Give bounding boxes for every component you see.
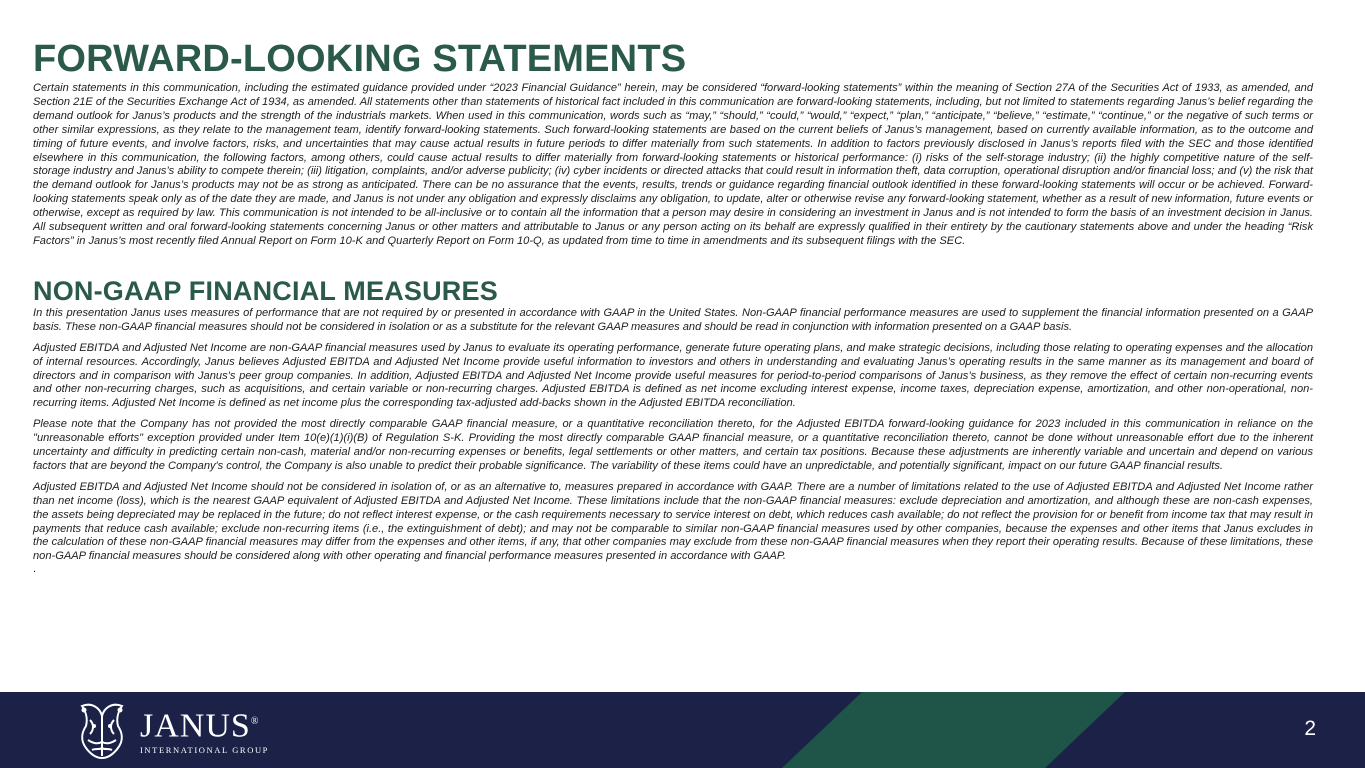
non-gaap-paragraph-intro: In this presentation Janus uses measures of performance that are not required by or presented in accordance with GAAP in the United States. Non-GAAP financial performance measures are used to supplement the financial information presented on a GAAP basis. These non-GAAP financial measures should not be considered in isolation or as a substitute for the relevant GAAP measures and should be read in conjunction with information presented on a GAAP basis. (33, 306, 1313, 333)
footer-bar (0, 692, 1365, 768)
slide-content (33, 36, 1313, 575)
registered-mark: ® (250, 716, 260, 728)
forward-looking-paragraph: Certain statements in this communication, including the estimated guidance provided under “2023 Financial Guidance” herein, may be considered “forward-looking statements” within the meaning of Section 27A of the Securities Act of 1933, as amended, and Section 21E of the Securities Exchange Act of 1934, as amended. All statements other than statements of historical fact included in this communication are forward-looking statements, including, but not limited to statements regarding Janus’s belief regarding the demand outlook for Janus’s products and the strength of the industrials markets. When used in this communication, words such as “may,” “should,” “could,” “would,” “expect,” “plan,” “anticipate,” “believe,” “estimate,” “continue,” or the negative of such terms or other similar expressions, as they relate to the management team, identify forward-looking statements. Such forward-looking statements are based on the current beliefs of Janus’s management, based on currently available information, as to the outcome and timing of future events, and involve factors, risks, and uncertainties that may cause actual results in future periods to differ materially from such statements. In addition to factors previously disclosed in Janus’s reports filed with the SEC and those identified elsewhere in this communication, the following factors, among others, could cause actual results to differ materially from forward-looking statements or historical performance: (i) risks of the self-storage industry; (ii) the highly competitive nature of the self-storage industry and Janus’s ability to compete therein; (iii) litigation, complaints, and/or adverse publicity; (iv) cyber incidents or directed attacks that could result in information theft, data corruption, operational disruption and/or financial loss; and (v) the risk that the demand outlook for Janus’s products may not be as strong as anticipated. There can be no assurance that the events, results, trends or guidance regarding financial outlook identified in these forward-looking statements will occur or be achieved. Forward-looking statements speak only as of the date they are made, and Janus is not under any obligation and expressly disclaims any obligation, to update, alter or otherwise revise any forward-looking statement, whether as a result of new information, future events or otherwise, except as required by law. This communication is not intended to be all-inclusive or to contain all the information that a person may desire in considering an investment in Janus and is not intended to form the basis of an investment decision in Janus. All subsequent written and oral forward-looking statements concerning Janus or other matters and attributable to Janus or any person acting on its behalf are expressly qualified in their entirety by the cautionary statements above and under the heading “Risk Factors” in Janus’s most recently filed Annual Report on Form 10-K and Quarterly Report on Form 10-Q, as updated from time to time in amendments and its subsequent filings with the SEC. (33, 82, 1313, 247)
logo-subtitle: INTERNATIONAL GROUP (140, 744, 270, 755)
logo-name: JANUS (140, 707, 251, 745)
non-gaap-title: NON-GAAP FINANCIAL MEASURES (33, 275, 498, 306)
forward-looking-title: FORWARD-LOOKING STATEMENTS (33, 38, 687, 80)
non-gaap-paragraph-guidance: Please note that the Company has not provided the most directly comparable GAAP financial measure, or a quantitative reconciliation thereto, for the Adjusted EBITDA forward-looking guidance for 2023 included in this communication in reliance on the "unreasonable efforts" exception provided under Item 10(e)(1)(i)(B) of Regulation S-K. Providing the most directly comparable GAAP financial measure, or a quantitative reconciliation thereto, cannot be done without unreasonable effort due to the inherent uncertainty and difficulty in predicting certain non-cash, material and/or non-recurring expenses or benefits, legal settlements or other matters, and certain tax positions. Because these adjustments are inherently variable and uncertain and depend on various factors that are beyond the Company's control, the Company is also unable to predict their probable significance. The variability of these items could have an unpredictable, and potentially significant, impact on our future GAAP financial results. (33, 418, 1313, 472)
non-gaap-paragraph-definitions: Adjusted EBITDA and Adjusted Net Income are non-GAAP financial measures used by Janus to evaluate its operating performance, generate future operating plans, and make strategic decisions, including those relating to operating expenses and the allocation of internal resources. Accordingly, Janus believes Adjusted EBITDA and Adjusted Net Income provide useful information to investors and others in understanding and evaluating Janus’s operating results in the same manner as its management and board of directors and in comparison with Janus’s peer group companies. In addition, Adjusted EBITDA and Adjusted Net Income provide useful measures for period-to-period comparisons of Janus’s business, as they remove the effect of certain non-recurring events and other non-recurring charges, such as acquisitions, and certain variable or non-recurring charges. Adjusted EBITDA is defined as net income excluding interest expense, income taxes, depreciation expense, amortization, and other non-operational, non-recurring items. Adjusted Net Income is defined as net income plus the corresponding tax-adjusted add-backs shown in the Adjusted EBITDA reconciliation. (33, 341, 1313, 410)
janus-crest-icon (70, 698, 134, 762)
non-gaap-paragraph-limitations: Adjusted EBITDA and Adjusted Net Income should not be considered in isolation of, or as an alternative to, measures prepared in accordance with GAAP. There are a number of limitations related to the use of Adjusted EBITDA and Adjusted Net Income rather than net income (loss), which is the nearest GAAP equivalent of Adjusted EBITDA and Adjusted Net Income. These limitations include that the non-GAAP financial measures: exclude depreciation and amortization, and although these are non-cash expenses, the assets being depreciated may be replaced in the future; do not reflect interest expense, or the cash requirements necessary to service interest on debt, which reduces cash available; do not reflect the provision for or benefit from income tax that may result in payments that reduce cash available; exclude non-recurring items (i.e., the extinguishment of debt); and may not be comparable to similar non-GAAP financial measures used by other companies, because the expenses and other items that Janus excludes in the calculation of these non-GAAP financial measures may differ from the expenses and other items, if any, that other companies may exclude from these non-GAAP financial measures when they report their operating results. Because of these limitations, these non-GAAP financial measures should be considered along with other operating and financial performance measures presented in accordance with GAAP. (33, 480, 1313, 563)
trailing-mark: . (33, 563, 37, 576)
logo-wordmark (140, 705, 269, 754)
page-number: 2 (1304, 717, 1316, 740)
company-logo (70, 698, 269, 762)
